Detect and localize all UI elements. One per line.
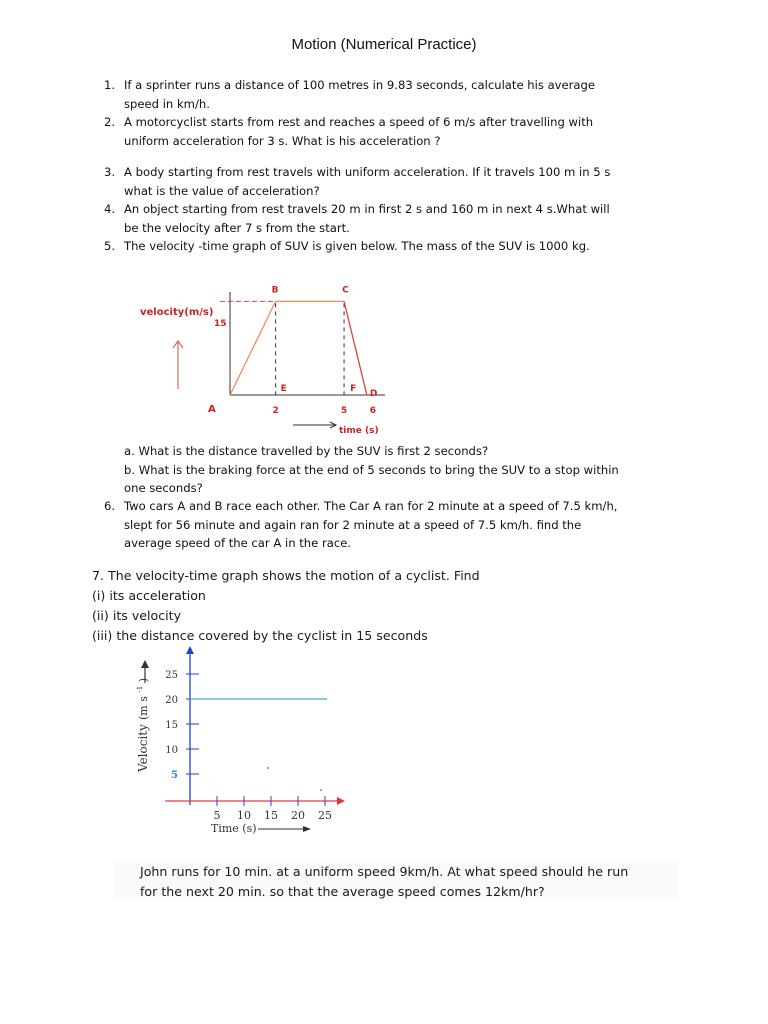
question-7-line: (i) its acceleration xyxy=(92,588,206,603)
sub-questions xyxy=(124,442,664,498)
suv-velocity-time-graph xyxy=(130,285,400,443)
y-label-unit: (m s xyxy=(137,696,150,720)
x-axis-arrow-icon xyxy=(337,797,345,805)
speck-dot xyxy=(320,789,322,791)
x-tick-label: 25 xyxy=(318,809,332,822)
question-text-line: The velocity -time graph of SUV is given below. The mass of the SUV is 1000 kg. xyxy=(124,239,590,253)
x-tick-label: 10 xyxy=(237,809,251,822)
question-7 xyxy=(92,566,652,646)
sub-question-a: a. What is the distance travelled by the SUV is first 2 seconds? xyxy=(124,444,489,458)
question-text-line: A body starting from rest travels with uniform acceleration. If it travels 100 m in 5 s xyxy=(124,165,611,179)
suv-point-f-label: F xyxy=(350,384,357,394)
suv-x-axis-label: time (s) xyxy=(339,426,379,436)
question-number: 3. xyxy=(104,165,116,179)
y-label-main: Velocity xyxy=(136,724,150,772)
speck-dot xyxy=(267,767,269,769)
suv-y-tick-label: 15 xyxy=(214,319,227,329)
question-number: 6. xyxy=(104,499,116,513)
question-text-line: what is the value of acceleration? xyxy=(124,183,320,198)
question-3 xyxy=(104,163,664,200)
cyclist-velocity-time-graph xyxy=(125,640,360,840)
suv-x-tick-label: 2 xyxy=(272,406,279,416)
question-text-line: A motorcyclist starts from rest and reaches a speed of 6 m/s after travelling with xyxy=(124,115,594,129)
question-7-line: (ii) its velocity xyxy=(92,608,182,623)
x-tick-label: 5 xyxy=(213,809,221,822)
suv-segment-cd xyxy=(344,301,367,395)
y-tick-label: 25 xyxy=(165,670,178,681)
y-tick-label: 10 xyxy=(165,745,178,756)
y-label-exponent: -1 xyxy=(136,685,144,693)
suv-point-d-label: D xyxy=(369,389,378,399)
question-text-line: speed in km/h. xyxy=(124,96,210,111)
john-question-line: John runs for 10 min. at a uniform speed 9km/h. At what speed should he run xyxy=(140,864,629,879)
cyclist-x-ticks xyxy=(214,796,333,822)
suv-x-tick-label: 6 xyxy=(369,406,377,416)
question-list xyxy=(104,76,664,256)
suv-segment-ab xyxy=(230,301,276,395)
y-tick-label: 15 xyxy=(165,720,178,731)
time-arrow-icon xyxy=(303,826,311,832)
y-tick-label-highlight: 5 xyxy=(171,770,178,781)
question-2 xyxy=(104,113,664,150)
question-text-line: slept for 56 minute and again ran for 2 minute at a speed of 7.5 km/h. find the xyxy=(124,517,582,532)
suv-y-axis-label: velocity(m/s) xyxy=(140,307,214,318)
suv-point-e-label: E xyxy=(280,384,287,394)
sub-question-b-line: one seconds? xyxy=(124,481,203,495)
question-text-line: If a sprinter runs a distance of 100 metres in 9.83 seconds, calculate his average xyxy=(124,78,596,92)
suv-x-tick-label: 5 xyxy=(340,406,348,416)
john-question-box xyxy=(114,860,678,898)
page-title: Motion (Numerical Practice) xyxy=(291,36,477,53)
y-tick-label: 20 xyxy=(165,695,178,706)
suv-point-c-label: C xyxy=(342,285,349,296)
y-label-arrow-icon xyxy=(141,660,149,668)
question-1 xyxy=(104,76,664,113)
question-7-line: (iii) the distance covered by the cyclist in 15 seconds xyxy=(92,628,428,643)
y-label-close: ) xyxy=(137,678,150,683)
suv-point-b-label: B xyxy=(271,285,279,296)
suv-point-a-label: A xyxy=(208,404,216,415)
sub-question-b-line: b. What is the braking force at the end of 5 seconds to bring the SUV to a stop within xyxy=(124,462,619,477)
question-text-line: Two cars A and B race each other. The Car A ran for 2 minute at a speed of 7.5 km/h, xyxy=(124,499,618,513)
john-question-line: for the next 20 min. so that the average speed comes 12km/hr? xyxy=(140,884,545,899)
question-4 xyxy=(104,200,664,237)
cyclist-x-axis-label: Time (s) xyxy=(211,822,257,835)
suv-axes xyxy=(230,292,385,395)
question-number: 2. xyxy=(104,115,116,129)
question-text-line: uniform acceleration for 3 s. What is his acceleration ? xyxy=(124,133,441,148)
svg-text:Velocity xyxy=(136,724,150,773)
question-number: 4. xyxy=(104,202,116,216)
cyclist-y-axis-label xyxy=(132,678,150,773)
question-text-line: average speed of the car A in the race. xyxy=(124,536,352,550)
question-text-line: be the velocity after 7 s from the start. xyxy=(124,220,350,235)
cyclist-y-ticks xyxy=(165,670,199,781)
question-5 xyxy=(104,237,664,256)
question-text-line: An object starting from rest travels 20 m in first 2 s and 160 m in next 4 s.What will xyxy=(124,202,610,216)
question-number: 1. xyxy=(104,78,116,92)
question-7-line: 7. The velocity-time graph shows the motion of a cyclist. Find xyxy=(92,568,480,583)
x-tick-label: 20 xyxy=(291,809,305,822)
x-tick-label: 15 xyxy=(264,809,278,822)
svg-text:(m s -1 ) xyxy=(132,678,150,720)
question-6 xyxy=(104,497,664,553)
question-number: 5. xyxy=(104,239,116,253)
y-axis-arrow-icon xyxy=(186,646,194,654)
